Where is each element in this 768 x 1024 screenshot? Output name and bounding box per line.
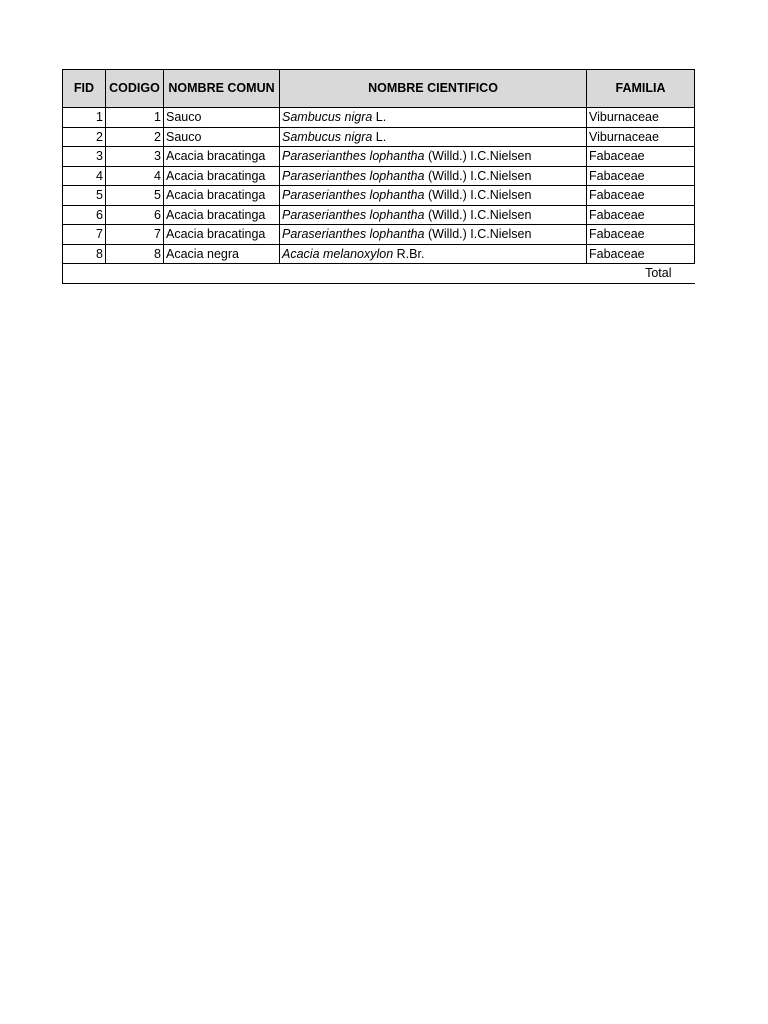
table-row — [63, 166, 695, 186]
cell-nombre-comun: Sauco — [164, 127, 280, 147]
cell-nombre-cientifico — [280, 186, 587, 206]
scientific-name-italic: Paraserianthes lophantha — [282, 207, 425, 222]
scientific-name-author: (Willd.) I.C.Nielsen — [424, 149, 532, 163]
table-row — [63, 108, 695, 128]
cell-codigo: 7 — [106, 225, 164, 245]
cell-nombre-comun: Acacia bracatinga — [164, 166, 280, 186]
scientific-name-author: (Willd.) I.C.Nielsen — [424, 168, 532, 183]
cell-codigo: 5 — [106, 186, 164, 206]
cell-nombre-comun: Acacia bracatinga — [164, 186, 280, 206]
species-sheet — [62, 69, 695, 284]
scientific-name-italic: Paraserianthes lophantha — [282, 149, 425, 163]
cell-nombre-comun: Acacia bracatinga — [164, 225, 280, 245]
scientific-name-author: (Willd.) I.C.Nielsen — [424, 207, 532, 222]
scientific-name-italic: Paraserianthes lophantha — [282, 168, 425, 183]
cell-fid: 7 — [63, 225, 106, 245]
cell-familia: Fabaceae — [587, 205, 695, 225]
cell-nombre-cientifico — [280, 166, 587, 186]
table-row — [63, 147, 695, 167]
cell-nombre-cientifico — [280, 147, 587, 167]
scientific-name-italic: Sambucus nigra — [282, 110, 373, 124]
total-row — [63, 264, 695, 284]
total-label: Total — [63, 264, 695, 284]
cell-nombre-comun: Acacia bracatinga — [164, 147, 280, 167]
cell-nombre-comun: Acacia bracatinga — [164, 205, 280, 225]
cell-nombre-cientifico — [280, 127, 587, 147]
cell-familia: Viburnaceae — [587, 127, 695, 147]
cell-familia: Fabaceae — [587, 225, 695, 245]
scientific-name-italic: Paraserianthes lophantha — [282, 188, 425, 202]
scientific-name-italic: Paraserianthes lophantha — [282, 227, 425, 241]
scientific-name-author: L. — [372, 129, 387, 144]
cell-fid: 3 — [63, 147, 106, 167]
table-row — [63, 205, 695, 225]
cell-codigo: 4 — [106, 166, 164, 186]
cell-familia: Viburnaceae — [587, 108, 695, 128]
header-nombre-cientifico: NOMBRE CIENTIFICO — [280, 70, 587, 108]
header-row — [63, 70, 695, 108]
cell-codigo: 1 — [106, 108, 164, 128]
table-row — [63, 127, 695, 147]
scientific-name-author: R.Br. — [393, 246, 425, 261]
table-row — [63, 244, 695, 264]
cell-familia: Fabaceae — [587, 147, 695, 167]
species-table — [62, 69, 695, 284]
header-codigo: CODIGO — [106, 70, 164, 108]
cell-nombre-cientifico — [280, 225, 587, 245]
cell-codigo: 8 — [106, 244, 164, 264]
cell-codigo: 3 — [106, 147, 164, 167]
table-row — [63, 225, 695, 245]
cell-familia: Fabaceae — [587, 186, 695, 206]
cell-nombre-comun: Acacia negra — [164, 244, 280, 264]
cell-fid: 1 — [63, 108, 106, 128]
scientific-name-author: L. — [372, 110, 387, 124]
cell-nombre-comun: Sauco — [164, 108, 280, 128]
header-nombre-comun: NOMBRE COMUN — [164, 70, 280, 108]
scientific-name-author: (Willd.) I.C.Nielsen — [424, 188, 532, 202]
cell-nombre-cientifico — [280, 108, 587, 128]
cell-codigo: 2 — [106, 127, 164, 147]
cell-fid: 5 — [63, 186, 106, 206]
header-fid: FID — [63, 70, 106, 108]
cell-fid: 2 — [63, 127, 106, 147]
header-familia: FAMILIA — [587, 70, 695, 108]
cell-codigo: 6 — [106, 205, 164, 225]
cell-familia: Fabaceae — [587, 166, 695, 186]
table-row — [63, 186, 695, 206]
cell-fid: 6 — [63, 205, 106, 225]
cell-nombre-cientifico — [280, 244, 587, 264]
scientific-name-author: (Willd.) I.C.Nielsen — [424, 227, 532, 241]
cell-familia: Fabaceae — [587, 244, 695, 264]
cell-fid: 8 — [63, 244, 106, 264]
scientific-name-italic: Acacia melanoxylon — [282, 246, 394, 261]
cell-nombre-cientifico — [280, 205, 587, 225]
scientific-name-italic: Sambucus nigra — [282, 129, 373, 144]
cell-fid: 4 — [63, 166, 106, 186]
